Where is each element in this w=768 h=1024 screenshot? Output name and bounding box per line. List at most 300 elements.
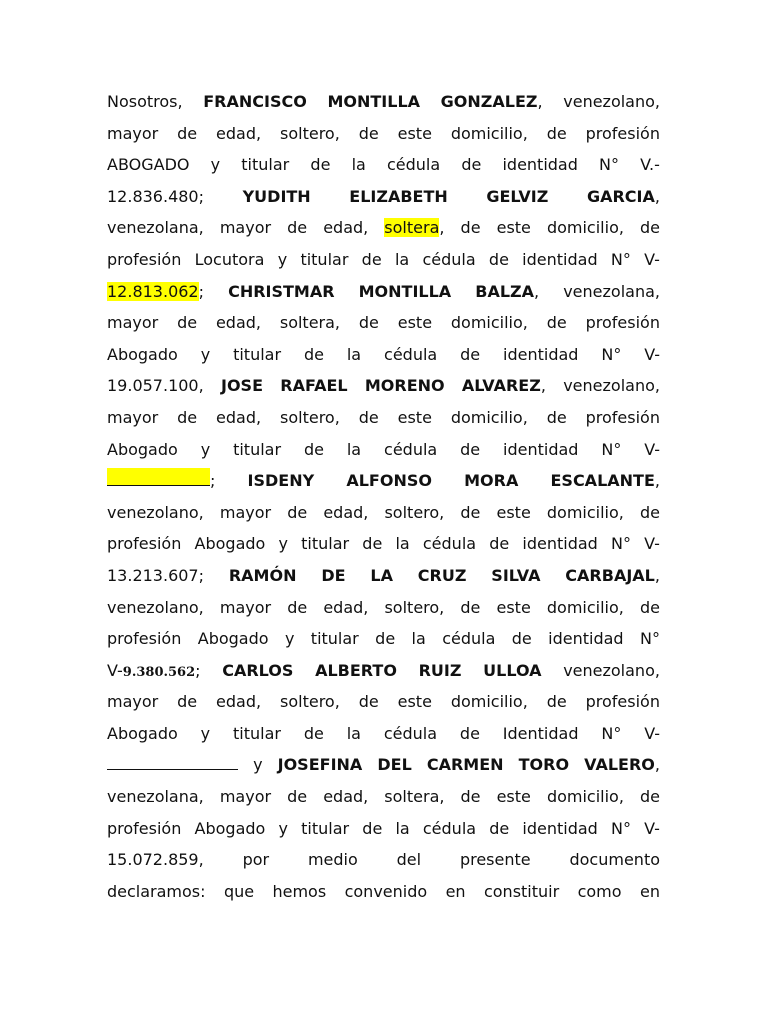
- word-text: cédula: [422, 534, 477, 554]
- word: [216, 402, 261, 434]
- word-text: edad,: [323, 218, 369, 238]
- word: [491, 560, 540, 592]
- word-text: de: [362, 818, 383, 838]
- word: [565, 560, 660, 592]
- word: [398, 686, 432, 718]
- word-text: de: [177, 313, 198, 333]
- word-text: la: [395, 818, 410, 838]
- word: [347, 339, 361, 371]
- word-text: de: [489, 534, 510, 554]
- word: [370, 560, 393, 592]
- word: [484, 876, 559, 908]
- word: [280, 307, 340, 339]
- word-text: cédula: [422, 249, 476, 269]
- word: [460, 592, 480, 624]
- word-text: cédula: [384, 439, 438, 459]
- word: [203, 86, 307, 118]
- word-text: soltera,: [279, 313, 341, 333]
- word-text: de: [639, 787, 660, 807]
- word: [365, 370, 445, 402]
- word-text: edad,: [216, 692, 262, 712]
- word: [640, 781, 660, 813]
- document-line: [107, 718, 660, 750]
- party-name: ISDENY: [247, 471, 315, 491]
- word: [323, 592, 368, 624]
- word-text: 15.072.859,: [107, 850, 204, 870]
- word: [346, 465, 432, 497]
- word-text: de: [460, 502, 481, 522]
- party-name: CRUZ: [417, 565, 467, 585]
- word-text: cédula: [442, 629, 496, 649]
- word: [287, 212, 307, 244]
- word: [107, 686, 158, 718]
- document-line: [107, 497, 660, 529]
- word: [107, 560, 204, 592]
- punctuation: ;: [195, 660, 201, 680]
- word-text: la: [346, 344, 362, 364]
- word-text: domicilio,: [450, 407, 528, 427]
- word-text: domicilio,: [546, 502, 624, 522]
- word: [243, 181, 311, 213]
- word: [547, 592, 624, 624]
- word: [522, 528, 597, 560]
- word: [195, 813, 266, 845]
- word-text: Nosotros,: [107, 92, 183, 111]
- word: [177, 307, 197, 339]
- word: [349, 181, 448, 213]
- word-text: profesión: [107, 249, 182, 269]
- word: [547, 307, 567, 339]
- word-text: de: [546, 123, 567, 143]
- word-text: de: [358, 313, 379, 333]
- word: [563, 86, 660, 118]
- word-text: en: [445, 881, 466, 901]
- word: [107, 844, 204, 876]
- word-text: cédula: [383, 723, 438, 743]
- word-text: cédula: [384, 344, 438, 364]
- word: [483, 655, 541, 687]
- word-text: mayor: [107, 313, 159, 333]
- word: [586, 118, 660, 150]
- word-text: que: [223, 881, 255, 901]
- word: [248, 465, 315, 497]
- word: [427, 749, 504, 781]
- word: [422, 244, 475, 276]
- word-text: titular: [300, 249, 349, 269]
- word-text: edad,: [216, 123, 262, 143]
- word: [548, 623, 623, 655]
- word: [489, 528, 509, 560]
- word-text: N°: [601, 723, 622, 743]
- word: [640, 623, 660, 655]
- word: [359, 307, 379, 339]
- word: [216, 307, 261, 339]
- word: [279, 528, 288, 560]
- party-name: RAMÓN: [228, 565, 297, 585]
- word: [503, 434, 578, 466]
- word-text: del: [396, 850, 422, 870]
- word: [451, 307, 528, 339]
- document-line: [107, 307, 660, 339]
- word: [563, 276, 660, 308]
- party-name: YUDITH: [242, 186, 311, 206]
- word-text: de: [362, 534, 383, 554]
- word: [228, 276, 334, 308]
- party-name: MONTILLA: [327, 92, 421, 111]
- word-text: de: [358, 407, 379, 427]
- word-text: este: [496, 218, 531, 238]
- word-text: domicilio,: [450, 123, 528, 143]
- document-line: [107, 339, 660, 371]
- punctuation: ,: [537, 92, 543, 111]
- word: [311, 623, 359, 655]
- word-text: domicilio,: [546, 787, 624, 807]
- word-text: de: [546, 692, 567, 712]
- word-text: profesión: [585, 313, 660, 333]
- word: [611, 244, 631, 276]
- word: [301, 528, 349, 560]
- word-text: identidad: [522, 249, 598, 269]
- word-text: presente: [459, 850, 531, 870]
- word: [323, 781, 368, 813]
- party-name: ESCALANTE: [550, 471, 655, 491]
- word: [519, 749, 569, 781]
- word: [512, 623, 532, 655]
- word: [107, 370, 204, 402]
- party-name: FRANCISCO: [203, 92, 307, 111]
- word-text: mayor: [219, 218, 272, 238]
- word: [644, 434, 660, 466]
- document-line: [107, 434, 660, 466]
- word: [599, 149, 619, 181]
- word-text: V-: [644, 344, 660, 364]
- word-text: Abogado: [107, 723, 178, 743]
- word: [107, 181, 204, 213]
- word-text: la: [394, 249, 410, 269]
- word: [177, 118, 197, 150]
- word: [359, 276, 452, 308]
- word-text: edad,: [215, 313, 261, 333]
- word: [644, 813, 660, 845]
- word-text: de: [358, 123, 379, 143]
- word: [107, 118, 158, 150]
- word: [216, 118, 261, 150]
- word: [229, 560, 297, 592]
- word: [461, 149, 481, 181]
- word: [423, 813, 476, 845]
- party-name: VALERO: [584, 755, 655, 775]
- word: [253, 749, 262, 781]
- word: [640, 497, 660, 529]
- word-text: en: [639, 881, 660, 901]
- word-text: de: [639, 502, 660, 522]
- word-text: Abogado: [194, 534, 266, 554]
- word: [398, 307, 432, 339]
- word-text: venezolana,: [107, 218, 204, 238]
- word: [304, 718, 324, 750]
- word: [547, 497, 624, 529]
- word: [384, 781, 444, 813]
- word-text: y: [278, 818, 288, 838]
- word-text: cédula: [386, 155, 441, 175]
- word-text: soltero,: [280, 692, 340, 712]
- word: [563, 655, 660, 687]
- word-text: soltero,: [280, 123, 340, 143]
- word: [460, 844, 531, 876]
- word-text: domicilio,: [546, 597, 624, 617]
- punctuation: ,: [654, 565, 660, 585]
- document-line: [107, 212, 660, 244]
- word-text: este: [496, 787, 531, 807]
- blank-field: [107, 752, 238, 770]
- word: [177, 686, 197, 718]
- word: [201, 434, 210, 466]
- word: [644, 718, 660, 750]
- word: [387, 149, 440, 181]
- word-text: V-: [644, 249, 660, 269]
- word: [107, 655, 201, 689]
- word: [287, 592, 307, 624]
- document-line: [107, 370, 660, 402]
- word-text: titular: [233, 344, 282, 364]
- word: [586, 686, 660, 718]
- document-line: [107, 244, 660, 276]
- word-text: 19.057.100,: [107, 376, 204, 396]
- word: [384, 212, 444, 244]
- word: [347, 718, 361, 750]
- word: [280, 370, 347, 402]
- word: [221, 370, 263, 402]
- document-line: [107, 86, 660, 118]
- word: [601, 339, 621, 371]
- word-text: profesión: [585, 407, 660, 427]
- word-text: de: [489, 818, 510, 838]
- word: [547, 781, 624, 813]
- word: [497, 781, 531, 813]
- party-name: GONZALEZ: [440, 92, 538, 111]
- word: [640, 876, 660, 908]
- word-text: titular: [310, 629, 359, 649]
- word: [461, 781, 481, 813]
- word: [107, 592, 204, 624]
- word: [107, 528, 181, 560]
- party-name: CARLOS: [222, 660, 294, 680]
- word-text: edad,: [323, 787, 369, 807]
- word-text: mayor: [107, 123, 159, 143]
- word-text: N°: [601, 439, 622, 459]
- word-text: titular: [233, 439, 282, 459]
- word: [287, 781, 307, 813]
- word-text: Abogado: [194, 818, 266, 838]
- word: [442, 623, 495, 655]
- word: [310, 149, 330, 181]
- word-text: N°: [610, 249, 631, 269]
- word: [423, 528, 476, 560]
- word-text: 13.213.607;: [107, 565, 204, 585]
- word: [107, 86, 183, 118]
- word: [397, 844, 421, 876]
- word: [233, 339, 281, 371]
- word-text: de: [358, 692, 379, 712]
- word: [475, 276, 539, 308]
- party-name: LA: [370, 565, 393, 585]
- word-text: y: [277, 249, 288, 269]
- word-text: identidad: [503, 344, 579, 364]
- word-text: profesión: [585, 692, 660, 712]
- document-line: [107, 592, 660, 624]
- word: [107, 718, 178, 750]
- word: [287, 497, 307, 529]
- word: [611, 528, 631, 560]
- word: [278, 244, 287, 276]
- word-text: venezolano,: [563, 376, 660, 396]
- party-name: JOSE: [220, 376, 263, 396]
- word: [315, 655, 397, 687]
- word: [220, 592, 271, 624]
- word: [578, 876, 622, 908]
- word: [107, 434, 178, 466]
- document-line: [107, 118, 660, 150]
- word-text: N°: [599, 155, 620, 175]
- word: [384, 497, 444, 529]
- word: [547, 686, 567, 718]
- word-text: declaramos:: [107, 881, 206, 901]
- word-text: domicilio,: [546, 218, 624, 238]
- word-text: N°: [639, 629, 660, 649]
- word-text: domicilio,: [450, 692, 528, 712]
- word-text: edad,: [323, 597, 369, 617]
- word: [321, 560, 345, 592]
- word: [441, 86, 543, 118]
- word-text: soltero,: [384, 502, 445, 522]
- word: [308, 844, 358, 876]
- word: [451, 686, 528, 718]
- word-text: N°: [611, 534, 631, 554]
- word-text: soltero,: [280, 407, 340, 427]
- word: [644, 244, 660, 276]
- word-text: edad,: [323, 502, 369, 522]
- word-text: de: [459, 723, 480, 743]
- party-name: SILVA: [491, 565, 541, 585]
- word-text: de: [177, 123, 198, 143]
- punctuation: ,: [540, 376, 546, 396]
- word: [496, 592, 530, 624]
- word-text: venezolana,: [107, 787, 204, 807]
- punctuation: ,: [654, 471, 660, 491]
- party-name: RUIZ: [418, 660, 462, 680]
- word-text: la: [346, 439, 362, 459]
- word: [211, 149, 220, 181]
- word: [384, 339, 437, 371]
- word-text: de: [303, 439, 324, 459]
- word: [464, 465, 518, 497]
- word: [640, 592, 660, 624]
- word: [216, 686, 261, 718]
- word: [201, 339, 210, 371]
- word-text: de: [287, 787, 308, 807]
- word: [279, 813, 288, 845]
- word-text: mayor: [219, 502, 272, 522]
- word: [280, 686, 340, 718]
- document-line: [107, 655, 660, 687]
- word: [301, 813, 349, 845]
- word-text: V-: [644, 439, 660, 459]
- party-name: ALBERTO: [315, 660, 397, 680]
- word: [323, 497, 368, 529]
- party-name: BALZA: [475, 281, 535, 301]
- word-text: de: [375, 629, 396, 649]
- word-text: de: [511, 629, 532, 649]
- word: [220, 497, 271, 529]
- word-text: constituir: [483, 881, 560, 901]
- word-text: profesión: [107, 629, 182, 649]
- word-text: de: [310, 155, 331, 175]
- word-text: de: [303, 344, 324, 364]
- word: [460, 339, 480, 371]
- word: [352, 149, 366, 181]
- document-line: [107, 623, 660, 655]
- word: [412, 623, 426, 655]
- word: [243, 844, 270, 876]
- document-page: [107, 86, 660, 907]
- word: [398, 118, 432, 150]
- word: [503, 718, 579, 750]
- word: [587, 181, 660, 213]
- word: [522, 244, 597, 276]
- word-text: 12.813.062: [107, 281, 199, 301]
- party-name: RAFAEL: [280, 376, 348, 396]
- word: [278, 749, 363, 781]
- word: [601, 434, 621, 466]
- party-name: ULLOA: [483, 660, 542, 680]
- word-text: V-: [107, 660, 123, 680]
- word-text: Locutora: [194, 249, 265, 269]
- word: [304, 339, 324, 371]
- word-text: la: [351, 155, 366, 175]
- word-text: de: [488, 249, 509, 269]
- word: [107, 276, 204, 308]
- party-name: GARCIA: [586, 186, 655, 206]
- word-text: N°: [611, 818, 631, 838]
- word: [107, 212, 204, 244]
- word: [395, 244, 409, 276]
- word: [547, 402, 567, 434]
- document-line: [107, 528, 660, 560]
- word-text: identidad: [522, 818, 598, 838]
- word: [640, 212, 660, 244]
- word-text: V-: [644, 534, 660, 554]
- word: [644, 528, 660, 560]
- party-name: ALVAREZ: [461, 376, 541, 396]
- word-text: hemos: [272, 881, 327, 901]
- word: [107, 149, 190, 181]
- word-text: de: [287, 218, 308, 238]
- word: [107, 813, 181, 845]
- word-text: Abogado: [197, 629, 269, 649]
- word-text: soltera,: [384, 787, 445, 807]
- document-line: [107, 181, 660, 213]
- word-text: por: [242, 850, 270, 870]
- word-text: mayor: [107, 407, 159, 427]
- word: [377, 749, 411, 781]
- word: [640, 149, 660, 181]
- word: [195, 528, 266, 560]
- word: [489, 244, 509, 276]
- word-text: mayor: [219, 787, 272, 807]
- word-text: de: [460, 597, 481, 617]
- word: [195, 244, 265, 276]
- punctuation: ,: [654, 186, 660, 206]
